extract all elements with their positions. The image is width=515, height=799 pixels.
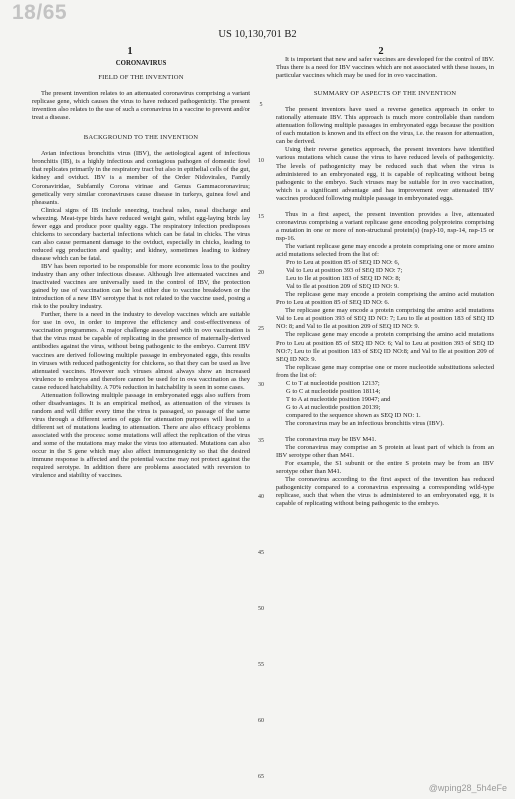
line-number: 10 <box>258 158 264 164</box>
line-number: 20 <box>258 270 264 276</box>
line-number: 40 <box>258 494 264 500</box>
list-item: Val to Leu at position 393 of SEQ ID NO: 7; <box>286 267 403 275</box>
paragraph: Thus in a first aspect, the present invention provides a live, attenuated coronavirus comprising a variant replicase gene encoding polyproteins comprising a mutation in one or more of non-structural protein(s) (nsp)-10, nsp-14, nsp-15 or nsp-16. <box>276 210 494 242</box>
list-item: Val to Ile at position 209 of SEQ ID NO: 9. <box>286 283 399 291</box>
list-item: Leu to Ile at position 183 of SEQ ID NO: 8; <box>286 275 401 283</box>
paragraph: For example, the S1 subunit or the entire S protein may be from an IBV serotype other than M41. <box>276 460 494 476</box>
column-number-left: 1 <box>127 46 133 57</box>
paragraph: Using their reverse genetics approach, the present inventors have identified various mutations which cause the virus to have reduced levels of pathogenicity. The levels of pathogenicity may be reduced such that when the virus is administered to an embryonated egg, it is capable of replicating without being pathogenic to the embryo. Such viruses may be suitable for in ovo vaccination, which is a significant advantage and has improvement over attenuated IBV vaccines produced following multiple passage in embryonated eggs. <box>276 146 494 202</box>
watermark-text: @wping28_5h4eFe <box>428 783 507 793</box>
paragraph: The coronavirus may be IBV M41. <box>285 436 377 444</box>
summary-heading: SUMMARY OF ASPECTS OF THE INVENTION <box>313 90 457 98</box>
list-item: compared to the sequence shown as SEQ ID NO: 1. <box>286 411 421 419</box>
list-item: G to A at nucleotide position 20139; <box>286 403 381 411</box>
intro-paragraph: It is important that new and safer vaccines are developed for the control of IBV. Thus there is a need for IBV vaccines which are not associated with these issues, in particular vaccines which may be used for in ovo vaccination. <box>276 56 494 80</box>
paragraph: The replicase gene may encode a protein comprising the amino acid mutation Pro to Leu at position 85 of SEQ ID NO: 6. <box>276 291 494 307</box>
paragraph: Avian infectious bronchitis virus (IBV), the aetiological agent of infectious bronchitis (IB), is a highly infectious and contagious pathogen of domestic fowl that replicates primarily in the respiratory tract but also in epithelial cells of the gut, kidney and oviduct. IBV is a member of the Order Nidovirales, Family Coronaviridae, Subfamily Corona virinae and Genus Gammacoronavirus; genetically very similar coronaviruses cause disease in turkeys, guinea fowl and pheasants. <box>32 150 250 206</box>
line-number: 50 <box>258 606 264 612</box>
paragraph: Attenuation following multiple passage in embryonated eggs also suffers from other disadvantages. It is an empirical method, as attenuation of the viruses is random and will differ every time the virus is passaged, so passage of the same virus through a different series of eggs for attenuation purposes will lead to a different set of mutations leading to attenuation. There are also efficacy problems associated with the process: some mutations will affect the replication of the virus and some of the mutations may make the virus too attenuated. Mutations can also occur in the S gene which may also affect immunogenicity so that the desired immune response is affected and the potential vaccine may not protect against the required serotype. In addition there are problems associated with reversion to virulence and stability of vaccines. <box>32 391 250 480</box>
line-number: 5 <box>259 102 263 108</box>
paragraph: Clinical signs of IB include sneezing, tracheal rales, nasal discharge and wheezing. Meat-type birds have reduced weight gain, whilst egg-laying birds lay fewer eggs and produce poor quality eggs. The respiratory infection predisposes chickens to secondary bacterial infections which can be fatal in chicks. The virus can also cause permanent damage to the oviduct, especially in chicks, leading to reduced egg production and quality; and kidney, sometimes leading to kidney disease which can be fatal. <box>32 206 250 262</box>
line-number: 30 <box>258 382 264 388</box>
line-number: 55 <box>258 662 264 668</box>
field-heading: FIELD OF THE INVENTION <box>98 74 184 82</box>
substitution-list <box>276 380 494 420</box>
paragraph: The replicase gene may comprise one or more nucleotide substitutions selected from the list of: <box>276 363 494 379</box>
line-number: 15 <box>258 214 264 220</box>
page-counter: 18/65 <box>12 1 68 24</box>
patent-number: US 10,130,701 B2 <box>218 29 297 40</box>
list-item: T to A at nucleotide position 19047; and <box>286 395 391 403</box>
paragraph: The variant replicase gene may encode a protein comprising one or more amino acid mutations selected from the list of: <box>276 242 494 258</box>
paragraph: Further, there is a need in the industry to develop vaccines which are suitable for use in ovo, in order to improve the efficiency and cost-effectiveness of vaccination programmes. A major challenge associated with in ovo vaccination is that the virus must be capable of replicating in the presence of maternally-derived antibodies against the virus, without being pathogenic to the embryo. Current IBV vaccines are derived following multiple passage in embryonated eggs, this results in viruses with reduced pathogenicity for chickens, so that they can be used as live attenuated vaccines. However such viruses almost always show an increased virulence to embryos and therefore cannot be used for in ova vaccination as they cause reduced hatchability. A 70% reduction in hatchability is seen in some cases. <box>32 311 250 391</box>
list-item: C to T at nucleotide position 12137; <box>286 379 380 387</box>
paragraph: IBV has been reported to be responsible for more economic loss to the poultry industry than any other infectious disease. Although live attenuated vaccines and inactivated vaccines are universally used in the control of IBV, the protection gained by use of vaccination can be lost either due to vaccine breakdown or the introduction of a new IBV serotype that is not related to the vaccine used, posing a risk to the poultry industry. <box>32 262 250 311</box>
left-column <box>32 60 250 480</box>
paragraph: The replicase gene may encode a protein comprising the amino acid mutations Val to Leu at position 393 of SEQ ID NO: 7; Leu to Ile at position 183 of SEQ ID NO: 8; and Val to Ile at position 209 of SEQ ID NO: 9. <box>276 307 494 331</box>
list-item: G to C at nucleotide position 18114; <box>286 387 381 395</box>
paragraph: The replicase gene may encode a protein comprising the amino acid mutations Pro to Leu at position 85 of SEQ ID NO: 6; Val to Leu at position 393 of SEQ ID NO:7; Leu to Ile at position 183 of SEQ ID NO:8; and Val to Ile at position 209 of SEQ ID NO: 9. <box>276 331 494 363</box>
paragraph: The coronavirus may be an infectious bronchitis virus (IBV). <box>285 419 445 427</box>
paragraph: The coronavirus may comprise an S protein at least part of which is from an IBV serotype other than M41. <box>276 444 494 460</box>
mutation-list <box>276 259 494 291</box>
line-number: 60 <box>258 718 264 724</box>
background-heading: BACKGROUND TO THE INVENTION <box>83 134 199 142</box>
right-column <box>276 56 494 508</box>
line-number: 65 <box>258 774 264 780</box>
column-number-right: 2 <box>378 46 384 57</box>
line-number: 25 <box>258 326 264 332</box>
paragraph: The present inventors have used a reverse genetics approach in order to rationally attenuate IBV. This approach is much more controllable than random attenuation following multiple passages in embryonated eggs because the position of each mutation is known and its effect on the virus, i.e. the reason for attenuation, can be derived. <box>276 106 494 146</box>
field-paragraph: The present invention relates to an attenuated coronavirus comprising a variant replicase gene, which causes the virus to have reduced pathogenicity. The present invention also relates to the use of such a coronavirus in a vaccine to prevent and/or treat a disease. <box>32 90 250 122</box>
line-number: 35 <box>258 438 264 444</box>
paragraph: The coronavirus according to the first aspect of the invention has reduced pathogenicity compared to a coronavirus expressing a corresponding wild-type replicase, such that when the virus is administered to an embryonated egg, it is capable of replicating without being pathogenic to the embryo. <box>276 476 494 508</box>
list-item: Pro to Leu at position 85 of SEQ ID NO: 6, <box>286 259 400 267</box>
line-number: 45 <box>258 550 264 556</box>
document-title: CORONAVIRUS <box>115 60 167 67</box>
